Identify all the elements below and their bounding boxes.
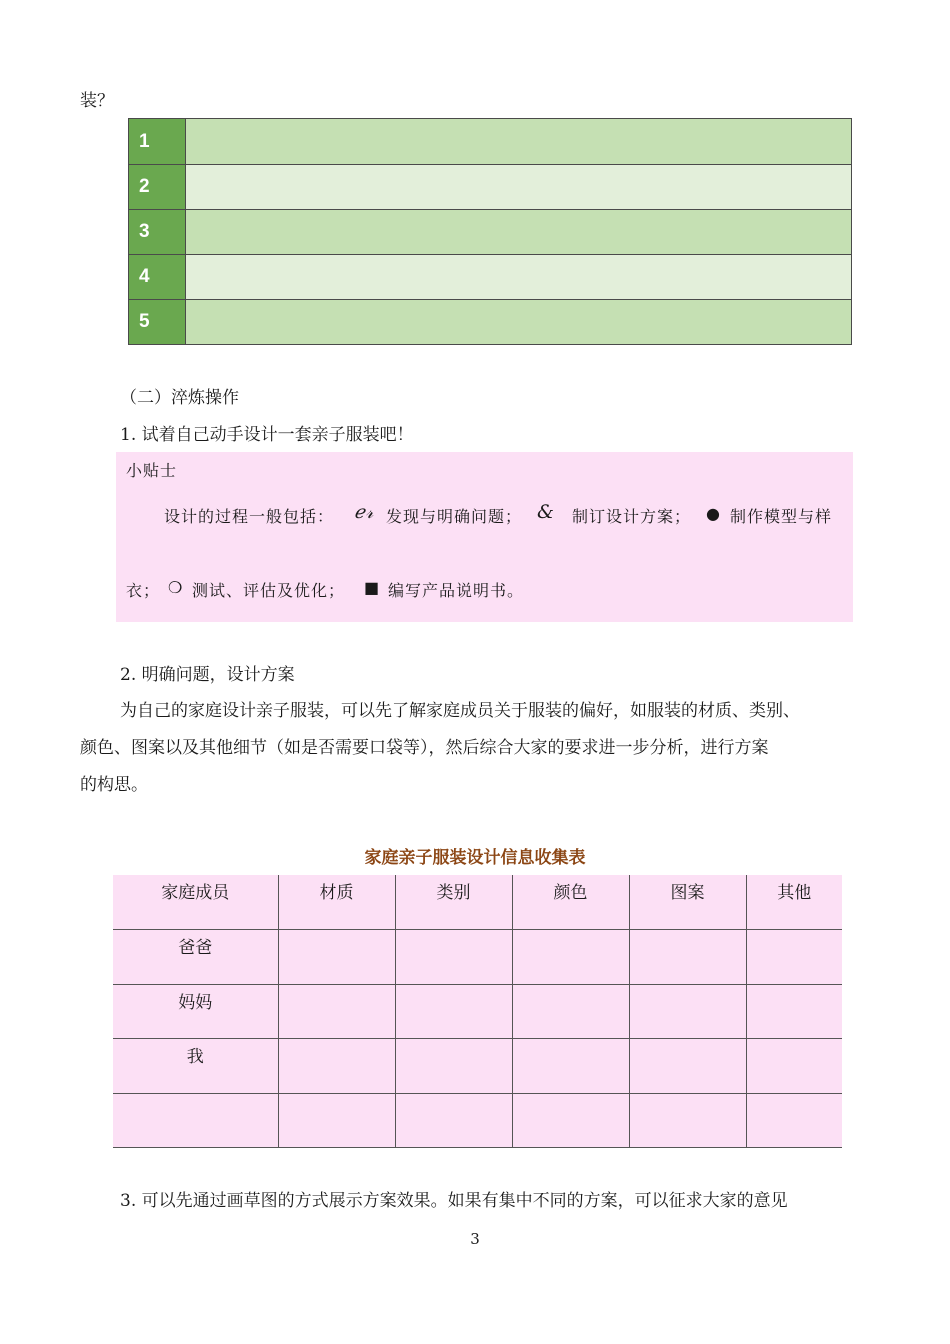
member-cell: 我 <box>113 1039 278 1094</box>
input-cell[interactable] <box>395 1093 512 1148</box>
table-row <box>113 1039 842 1094</box>
header-cell: 其他 <box>746 875 842 930</box>
row-number: 4 <box>129 255 186 299</box>
table-row <box>129 164 851 209</box>
input-cell[interactable] <box>278 984 395 1039</box>
member-cell: 妈妈 <box>113 984 278 1039</box>
row-cell[interactable] <box>186 165 851 209</box>
input-cell[interactable] <box>629 1093 746 1148</box>
row-number: 3 <box>129 210 186 254</box>
table-row <box>129 209 851 254</box>
input-cell[interactable] <box>746 984 842 1039</box>
input-cell[interactable] <box>278 1093 395 1148</box>
tip-line2-text: 测试、评估及优化； <box>192 581 346 600</box>
input-cell[interactable] <box>278 1039 395 1094</box>
step1-symbol-icon: ℯ𝓇 <box>354 502 375 523</box>
table-row <box>113 1093 842 1148</box>
row-number: 1 <box>129 119 186 164</box>
header-cell: 类别 <box>395 875 512 930</box>
header-cell: 颜色 <box>512 875 629 930</box>
info-collection-table <box>113 875 842 1148</box>
row-cell[interactable] <box>186 255 851 299</box>
step1-text: 1. 试着自己动手设计一套亲子服装吧！ <box>120 425 414 445</box>
input-cell[interactable] <box>746 1039 842 1094</box>
top-fragment-text: 装？ <box>80 91 114 111</box>
row-number: 5 <box>129 300 186 344</box>
input-cell[interactable] <box>746 1093 842 1148</box>
row-cell[interactable] <box>186 300 851 344</box>
tip-box <box>116 452 853 622</box>
row-cell[interactable] <box>186 119 851 164</box>
paragraph-line: 为自己的家庭设计亲子服装，可以先了解家庭成员关于服装的偏好，如服装的材质、类别、 <box>120 701 800 721</box>
step3-text: 3. 可以先通过画草图的方式展示方案效果。如果有集中不同的方案，可以征求大家的意见 <box>120 1191 788 1211</box>
input-cell[interactable] <box>512 984 629 1039</box>
input-cell[interactable] <box>746 930 842 985</box>
section-heading: （二）淬炼操作 <box>120 388 239 408</box>
member-cell[interactable] <box>113 1093 278 1148</box>
tip-line2-text: 衣； <box>126 581 161 600</box>
paragraph-line: 颜色、图案以及其他细节（如是否需要口袋等），然后综合大家的要求进一步分析，进行方案 <box>80 738 769 758</box>
table-row <box>113 930 842 985</box>
paragraph-line: 的构思。 <box>80 775 148 795</box>
header-cell: 家庭成员 <box>113 875 278 930</box>
table-row <box>129 299 851 344</box>
table-title: 家庭亲子服装设计信息收集表 <box>364 848 586 868</box>
input-cell[interactable] <box>512 930 629 985</box>
tip-title: 小贴士 <box>126 461 178 480</box>
table-row <box>129 254 851 299</box>
tip-line1-text: 制订设计方案； <box>572 507 692 526</box>
input-cell[interactable] <box>395 1039 512 1094</box>
table-row <box>129 119 851 164</box>
input-cell[interactable] <box>395 930 512 985</box>
tip-line1-text: 制作模型与样 <box>730 507 833 526</box>
step2-text: 2. 明确问题，设计方案 <box>120 665 295 685</box>
tip-line1-text: 发现与明确问题； <box>386 507 523 526</box>
numbered-table <box>128 118 852 345</box>
input-cell[interactable] <box>395 984 512 1039</box>
input-cell[interactable] <box>629 984 746 1039</box>
tip-line1-text: 设计的过程一般包括： <box>164 507 335 526</box>
header-cell: 材质 <box>278 875 395 930</box>
step5-square-icon: ■ <box>364 578 381 597</box>
page-number: 3 <box>470 1230 480 1248</box>
input-cell[interactable] <box>629 930 746 985</box>
input-cell[interactable] <box>512 1039 629 1094</box>
input-cell[interactable] <box>278 930 395 985</box>
row-cell[interactable] <box>186 210 851 254</box>
input-cell[interactable] <box>512 1093 629 1148</box>
header-cell: 图案 <box>629 875 746 930</box>
input-cell[interactable] <box>629 1039 746 1094</box>
row-number: 2 <box>129 165 186 209</box>
step2-symbol-icon: & <box>537 501 555 523</box>
header-row <box>113 875 842 930</box>
member-cell: 爸爸 <box>113 930 278 985</box>
tip-line2-text: 编写产品说明书。 <box>388 581 525 600</box>
step4-circle-icon: ❍ <box>168 578 184 597</box>
table-row <box>113 984 842 1039</box>
step3-bullet-icon: ● <box>706 504 721 523</box>
